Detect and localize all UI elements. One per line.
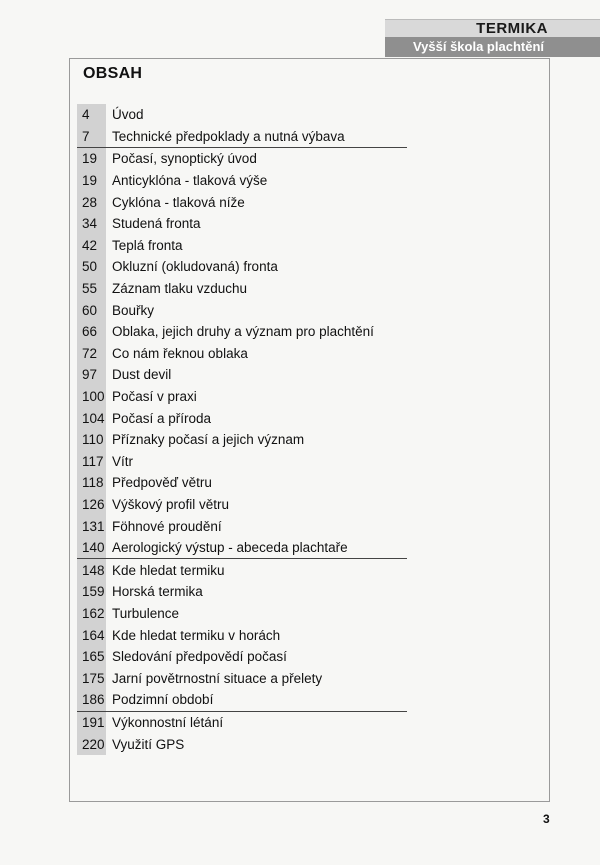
toc-entry-title: Příznaky počasí a jejich význam [112,432,305,448]
toc-entry-page: 110 [77,429,106,451]
toc-entry [77,321,407,343]
toc-entry-title: Aerologický výstup - abeceda plachtaře [112,540,348,556]
toc-entry-title: Horská termika [112,584,203,600]
toc-entry-title: Technické předpoklady a nutná výbava [112,128,345,144]
toc-entry-title: Výkonnostní létání [112,714,224,730]
toc-entry [77,733,407,755]
toc-entry-page: 19 [77,170,106,192]
toc-entry [77,689,407,712]
toc-entry-page: 175 [77,667,106,689]
toc-entry [77,278,407,300]
toc-entry-page: 140 [77,537,106,559]
table-of-contents [69,58,550,802]
toc-heading: OBSAH [83,65,143,82]
toc-entry-page: 60 [77,299,106,321]
toc-entry-page: 162 [77,603,106,625]
toc-entry-title: Záznam tlaku vzduchu [112,281,248,297]
toc-entry-page: 28 [77,191,106,213]
toc-entry-page: 4 [77,104,106,126]
toc-list [77,104,407,755]
toc-entry-page: 117 [77,451,106,473]
toc-entry-page: 100 [77,386,106,408]
toc-entry [77,191,407,213]
toc-entry [77,104,407,126]
toc-entry-page: 97 [77,364,106,386]
toc-entry [77,299,407,321]
toc-entry-title: Počasí a příroda [112,410,212,426]
toc-entry-title: Dust devil [112,367,172,383]
toc-entry-page: 220 [77,733,106,755]
toc-entry [77,429,407,451]
toc-entry [77,451,407,473]
toc-entry-title: Teplá fronta [112,237,183,253]
toc-entry [77,667,407,689]
toc-entry [77,646,407,668]
toc-entry-page: 131 [77,515,106,537]
toc-entry-page: 191 [77,712,106,734]
toc-entry-title: Oblaka, jejich druhy a význam pro plachtění [112,324,374,340]
header-subtitle-bar [385,37,600,57]
toc-entry-title: Výškový profil větru [112,496,230,512]
toc-entry-title: Jarní povětrnostní situace a přelety [112,670,323,686]
toc-entry-title: Úvod [112,107,144,123]
toc-entry [77,126,407,149]
toc-entry-page: 42 [77,235,106,257]
toc-entry-page: 50 [77,256,106,278]
header-title: TERMIKA [476,20,548,37]
toc-entry-title: Podzimní období [112,692,214,708]
toc-entry-title: Předpověď větru [112,475,212,491]
toc-entry-title: Vítr [112,453,134,469]
toc-entry [77,494,407,516]
toc-entry-page: 148 [77,559,106,581]
toc-entry-title: Počasí v praxi [112,389,197,405]
toc-entry-title: Föhnové proudění [112,518,222,534]
toc-entry-page: 159 [77,581,106,603]
toc-entry [77,170,407,192]
toc-entry [77,603,407,625]
toc-entry-page: 66 [77,321,106,343]
toc-entry [77,712,407,734]
toc-entry [77,559,407,581]
toc-entry [77,343,407,365]
toc-entry [77,213,407,235]
toc-entry-title: Co nám řeknou oblaka [112,345,248,361]
toc-entry-page: 72 [77,343,106,365]
toc-entry-page: 164 [77,624,106,646]
toc-entry-title: Kde hledat termiku v horách [112,627,281,643]
toc-entry-title: Využití GPS [112,736,185,752]
toc-entry [77,386,407,408]
toc-entry-page: 126 [77,494,106,516]
toc-entry [77,515,407,537]
toc-entry-title: Cyklóna - tlaková níže [112,194,245,210]
toc-entry-title: Bouřky [112,302,155,318]
toc-entry-title: Turbulence [112,605,180,621]
toc-entry-page: 7 [77,126,106,148]
toc-entry-page: 118 [77,472,106,494]
toc-entry-title: Anticyklóna - tlaková výše [112,173,268,189]
toc-entry-title: Kde hledat termiku [112,562,225,578]
toc-entry-page: 19 [77,148,106,170]
toc-entry-page: 55 [77,278,106,300]
toc-entry [77,364,407,386]
toc-entry [77,256,407,278]
toc-entry [77,472,407,494]
toc-entry-title: Okluzní (okludovaná) fronta [112,259,278,275]
toc-entry [77,407,407,429]
toc-entry-title: Sledování předpovědí počasí [112,649,287,665]
header-subtitle: Vyšší škola plachtění [412,39,544,54]
toc-entry-page: 186 [77,689,106,711]
toc-entry [77,148,407,170]
toc-entry-title: Studená fronta [112,216,201,232]
toc-entry [77,624,407,646]
toc-entry-page: 104 [77,407,106,429]
toc-entry-page: 165 [77,646,106,668]
header-title-bar [385,19,600,37]
toc-entry [77,581,407,603]
toc-entry [77,235,407,257]
toc-entry [77,537,407,560]
toc-entry-title: Počasí, synoptický úvod [112,151,257,167]
toc-entry-page: 34 [77,213,106,235]
page-number: 3 [543,812,550,826]
